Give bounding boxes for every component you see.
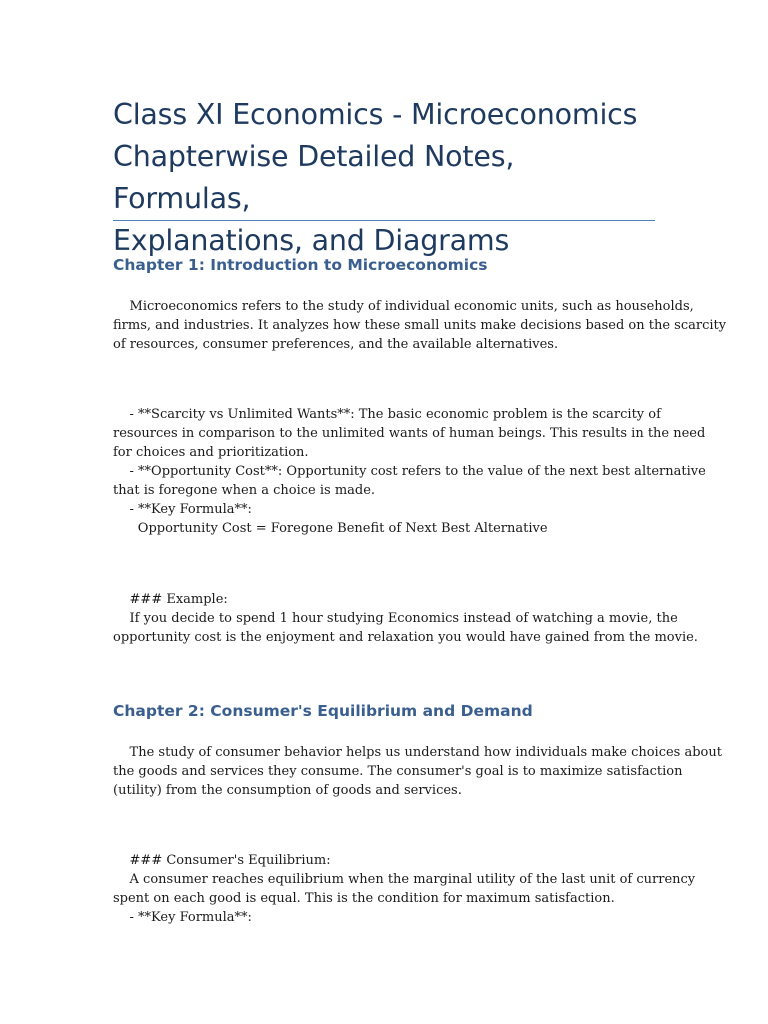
chapter2-intro-line-3: (utility) from the consumption of goods and services. <box>113 783 462 798</box>
title-line-1: Class XI Economics - Microeconomics <box>113 98 638 131</box>
chapter2-key-formula-line: - **Key Formula**: <box>113 910 252 925</box>
title-divider <box>113 220 655 221</box>
document-title <box>113 94 658 262</box>
chapter2-intro-line-1: The study of consumer behavior helps us understand how individuals make choices about <box>113 745 722 760</box>
chapter1-point-line-1: - **Scarcity vs Unlimited Wants**: The basic economic problem is the scarcity of <box>113 407 661 422</box>
chapter1-intro-line-3: of resources, consumer preferences, and the available alternatives. <box>113 337 559 352</box>
chapter1-point-line-5: that is foregone when a choice is made. <box>113 483 376 498</box>
chapter2-heading: Chapter 2: Consumer's Equilibrium and Demand <box>113 702 533 720</box>
chapter1-example-heading: ### Example: <box>113 592 228 607</box>
chapter1-intro-line-1: Microeconomics refers to the study of individual economic units, such as households, <box>113 299 694 314</box>
chapter2-equilibrium-line-1: A consumer reaches equilibrium when the marginal utility of the last unit of currency <box>113 872 696 887</box>
chapter1-example-line-2: opportunity cost is the enjoyment and relaxation you would have gained from the movie. <box>113 630 698 645</box>
chapter1-point-line-3: for choices and prioritization. <box>113 445 309 460</box>
title-line-2: Chapterwise Detailed Notes, Formulas, <box>113 140 515 215</box>
chapter1-heading: Chapter 1: Introduction to Microeconomics <box>113 256 488 274</box>
chapter2-equilibrium-heading: ### Consumer's Equilibrium: <box>113 853 331 868</box>
chapter1-example-line-1: If you decide to spend 1 hour studying Economics instead of watching a movie, the <box>113 611 678 626</box>
title-line-3: Explanations, and Diagrams <box>113 224 510 257</box>
chapter1-point-line-6: - **Key Formula**: <box>113 502 252 517</box>
chapter1-formula-line: Opportunity Cost = Foregone Benefit of Next Best Alternative <box>113 521 548 536</box>
chapter2-intro-line-2: the goods and services they consume. The consumer's goal is to maximize satisfaction <box>113 764 683 779</box>
chapter1-intro-line-2: firms, and industries. It analyzes how these small units make decisions based on the scarcity <box>113 318 727 333</box>
chapter2-equilibrium-line-2: spent on each good is equal. This is the condition for maximum satisfaction. <box>113 891 615 906</box>
chapter1-point-line-4: - **Opportunity Cost**: Opportunity cost refers to the value of the next best alternative <box>113 464 706 479</box>
chapter1-point-line-2: resources in comparison to the unlimited wants of human beings. This results in the need <box>113 426 706 441</box>
